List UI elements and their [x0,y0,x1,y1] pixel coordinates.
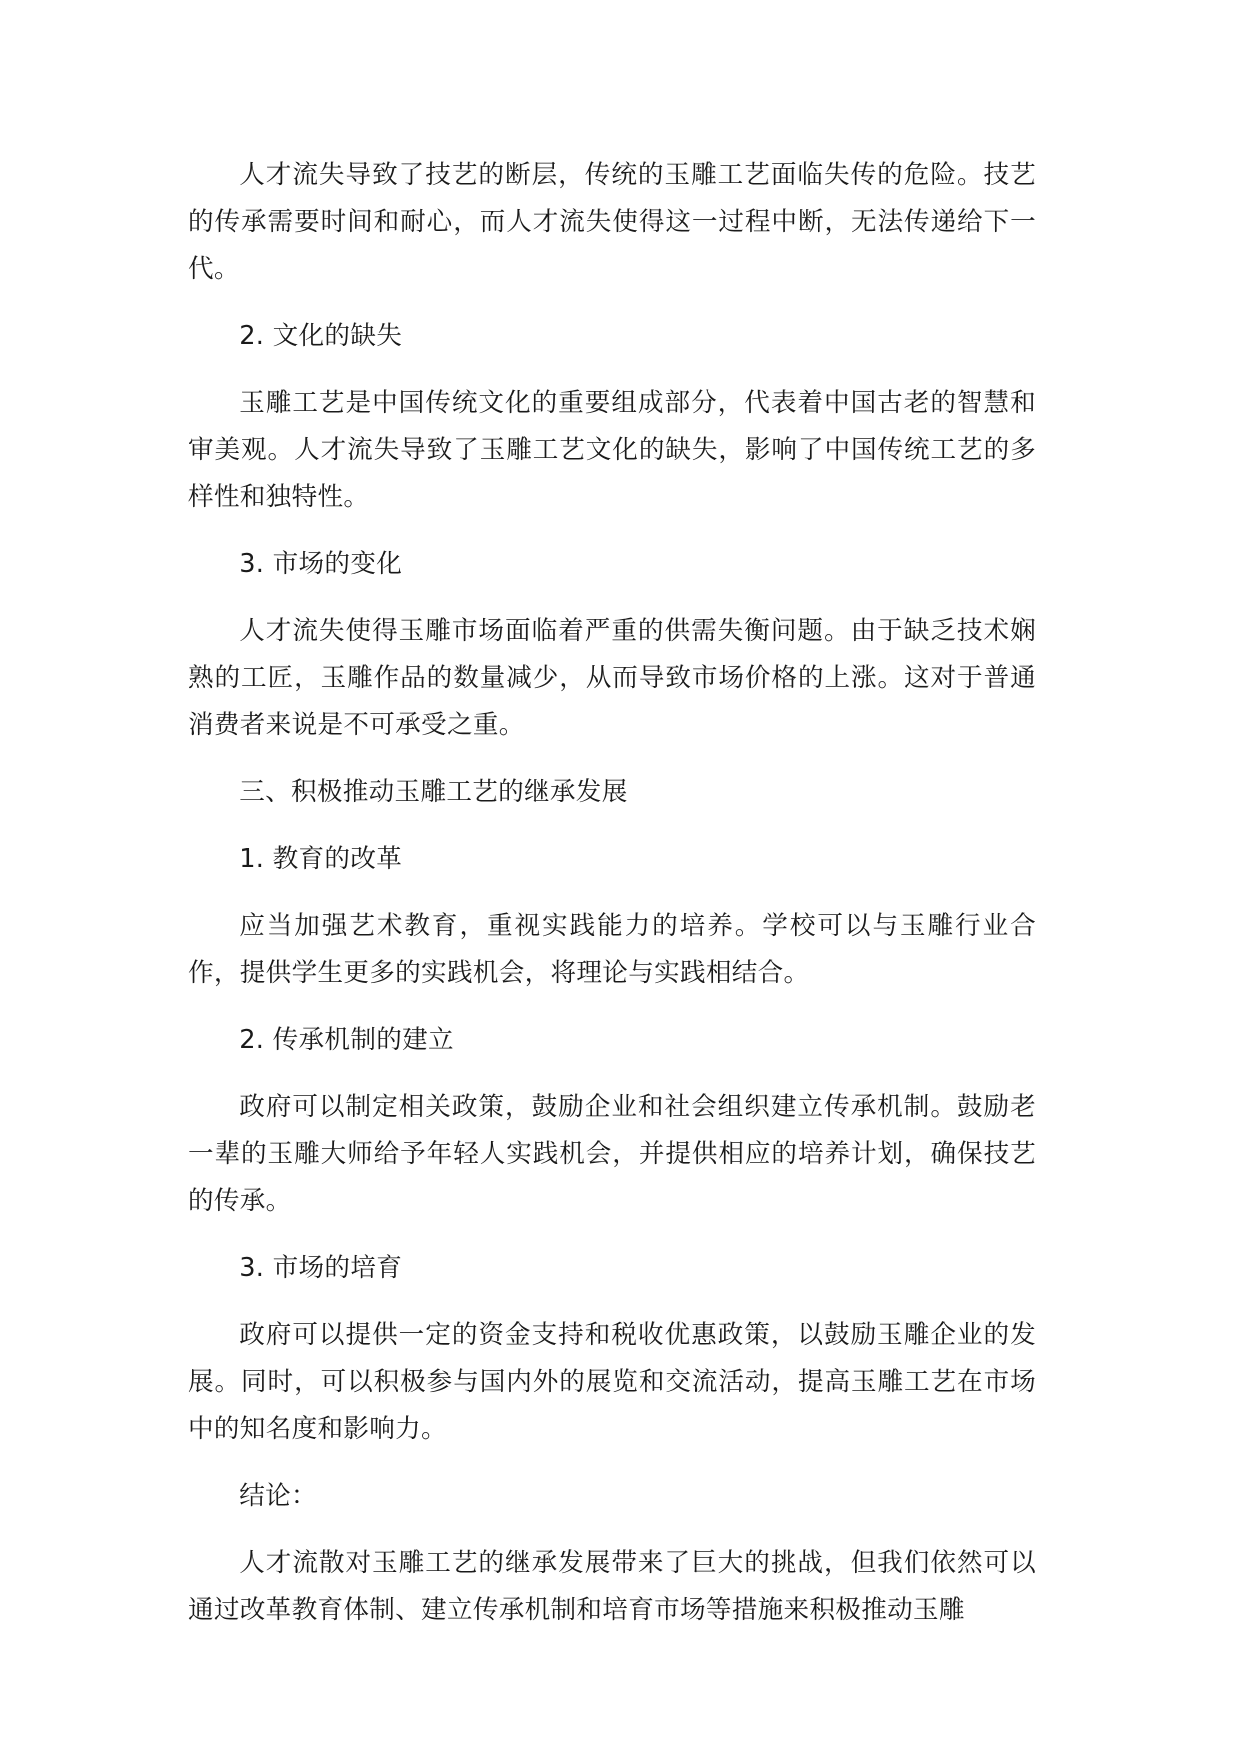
paragraph-education-reform: 应当加强艺术教育，重视实践能力的培养。学校可以与玉雕行业合作，提供学生更多的实践机会，将理论与实践相结合。 [188,911,1036,988]
paragraph-market-change: 人才流失使得玉雕市场面临着严重的供需失衡问题。由于缺乏技术娴熟的工匠，玉雕作品的数量减少，从而导致市场价格的上涨。这对于普通消费者来说是不可承受之重。 [188,616,1036,740]
heading-inheritance-mechanism: 2. 传承机制的建立 [239,1025,454,1055]
document-body [188,152,1036,1654]
heading-culture-loss: 2. 文化的缺失 [239,321,403,351]
heading-conclusion: 结论： [239,1481,317,1511]
heading-market-cultivation: 3. 市场的培育 [239,1253,403,1283]
paragraph-skill-gap: 人才流失导致了技艺的断层，传统的玉雕工艺面临失传的危险。技艺的传承需要时间和耐心，而人才流失使得这一过程中断，无法传递给下一代。 [188,160,1036,284]
heading-market-change: 3. 市场的变化 [239,549,403,579]
paragraph-conclusion: 人才流散对玉雕工艺的继承发展带来了巨大的挑战，但我们依然可以通过改革教育体制、建立传承机制和培育市场等措施来积极推动玉雕 [188,1548,1036,1625]
section-heading-promote-inheritance: 三、积极推动玉雕工艺的继承发展 [239,777,628,807]
heading-education-reform: 1. 教育的改革 [239,844,403,874]
paragraph-inheritance-mechanism: 政府可以制定相关政策，鼓励企业和社会组织建立传承机制。鼓励老一辈的玉雕大师给予年轻人实践机会，并提供相应的培养计划，确保技艺的传承。 [188,1092,1036,1216]
paragraph-market-cultivation: 政府可以提供一定的资金支持和税收优惠政策，以鼓励玉雕企业的发展。同时，可以积极参与国内外的展览和交流活动，提高玉雕工艺在市场中的知名度和影响力。 [188,1320,1036,1444]
paragraph-culture-loss: 玉雕工艺是中国传统文化的重要组成部分，代表着中国古老的智慧和审美观。人才流失导致了玉雕工艺文化的缺失，影响了中国传统工艺的多样性和独特性。 [188,388,1036,512]
